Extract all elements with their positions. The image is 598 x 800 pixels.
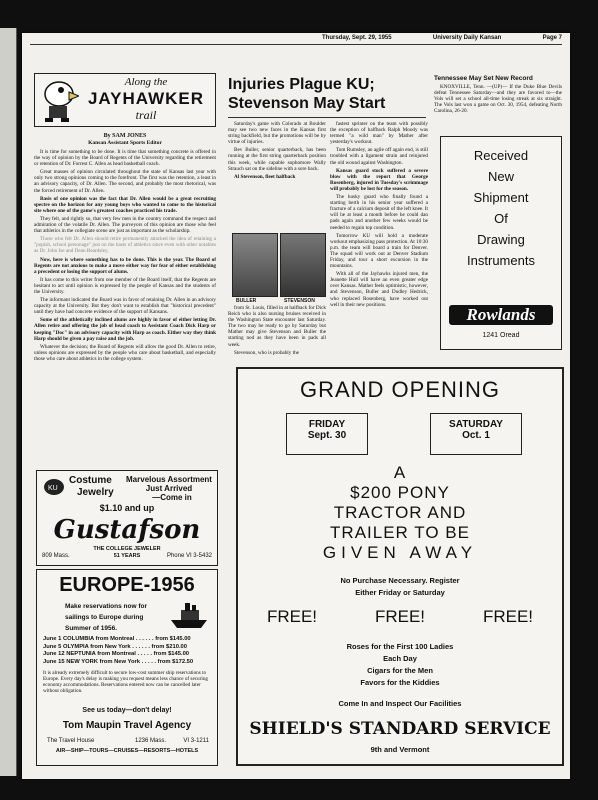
free-row: [238, 607, 562, 627]
saturday-label: SATURDAY: [449, 419, 503, 430]
friday-label: FRIDAY: [308, 419, 346, 430]
column-paragraph: Whatever the decision; the Board of Regents will allow the good Dr. Allen to retire, unless opinions are expressed by the people who care about basketball, and especially those who care about athletics in the college system.: [34, 343, 216, 362]
free-label: FREE!: [266, 607, 318, 626]
rowlands-text: [441, 145, 561, 271]
rowlands-line: Shipment: [473, 190, 529, 205]
story-paragraph: from St. Louis, filled in at halfback for Dick Reich who is also nursing bruises received in the Washington State encounter last Saturday. The two may be ready to go by Saturday but Mather may give Stevenson and Buller the starting nod as they have been in pads all week.: [228, 305, 326, 348]
story-headline: Injuries Plague KU; Stevenson May Start: [228, 76, 386, 112]
rowlands-line: Received: [473, 148, 529, 163]
facing-page-edge: [0, 28, 17, 776]
masthead: [322, 35, 562, 41]
europe-intro3: Summer of 1956.: [65, 625, 118, 632]
gus-comein: —Come in: [152, 493, 192, 502]
column-body: [34, 149, 216, 469]
gus-tag1: THE COLLEGE JEWELER: [93, 546, 161, 552]
story-col1: [228, 121, 326, 231]
europe-cta: See us today—don't delay!: [82, 707, 172, 714]
freebie-line: Each Day: [383, 654, 417, 663]
gus-jewelry: Jewelry: [77, 487, 114, 498]
buller-photo: [232, 233, 278, 297]
friday-date: Sept. 30: [307, 430, 347, 441]
free-label: FREE!: [482, 607, 534, 626]
sailing-row: June 5 OLYMPIA from New York . . . . . . from $210.00: [43, 643, 188, 650]
store-name: SHIELD'S STANDARD SERVICE: [249, 719, 551, 739]
europe-note: It is already extremely difficult to secure low-cost summer ship reservations to Europe. Every day's delay is making you request means less chance of securing economy accommodations. Reservations entered now can be cancelled later without obligation.: [43, 670, 209, 694]
logo-trail: trail: [135, 108, 157, 122]
prize-line: GIVEN AWAY: [322, 543, 478, 562]
europe-intro2: sailings to Europe during: [65, 614, 144, 621]
rowlands-ad: [440, 136, 562, 350]
no-purchase: [238, 575, 562, 599]
rowlands-logo: Rowlands: [449, 305, 553, 325]
caption-stevenson: STEVENSON: [284, 298, 315, 304]
story-paragraph: Tom Rumsley, an agile off again end, is still troubled with a ligament strain and reinjured the old wound against Washington.: [330, 147, 428, 166]
free-label: FREE!: [374, 607, 426, 626]
no-purchase-line: Either Friday or Saturday: [355, 588, 445, 597]
friday-box: [286, 413, 368, 455]
saturday-box: [430, 413, 522, 455]
story-paragraph: Al Stevenson, fleet halfback: [234, 173, 296, 180]
europe-ad: [36, 569, 218, 766]
column-paragraph: Basis of one opinion was the fact that Dr. Allen would be a great recruiting spectre on the horizon for any young boys who wanted to come to the historical site where one of the game's greatest coaches practiced his trade.: [34, 195, 216, 214]
gus-addr: 809 Mass.: [42, 553, 70, 559]
column-role: Kansan Assistant Sports Editor: [88, 140, 162, 146]
no-purchase-line: No Purchase Necessary. Register: [340, 576, 460, 585]
freebies: [238, 641, 562, 689]
europe-house: The Travel House: [47, 738, 95, 744]
gus-tag2: 51 YEARS: [113, 553, 141, 559]
column-paragraph: They felt, and rightly so, that very few men in the country command the respect and admiration of the volatile Dr. Allen. The purveyors of this opinion are those who feel that athletics in the collegiate scene are just as important as the scholarship.: [34, 215, 216, 235]
newspaper-page: [22, 33, 570, 779]
logo-jayhawker: JAYHAWKER: [87, 89, 205, 108]
masthead-date: Thursday, Sept. 29, 1955: [322, 35, 392, 41]
ship-icon: [169, 600, 209, 630]
column-paragraph: The informant indicated the Board was in favor of retaining Dr. Allen in an advisory capacity at the University. But they don't want to establish that "historical precedent" until they have had concrete evidence of the support of Kansans.: [34, 297, 216, 316]
story-paragraph: Kansas guard stock suffered a severe blow with the report that George Rosenberg, injured in Tuesday's scrimmage will probably be lost for the season.: [330, 167, 428, 192]
freebie-line: Favors for the Kiddies: [360, 678, 440, 687]
grand-opening-ad: [236, 367, 564, 766]
prize-line: TRAILER TO BE: [330, 523, 470, 542]
svg-text:KU: KU: [48, 485, 58, 492]
rowlands-line: New: [487, 169, 514, 184]
story-paragraph: Saturday's game with Colorado at Boulder may see two new faces in the Kansas first string backfield, but the promotions will be by virtue of injuries.: [228, 121, 326, 146]
europe-title: EUROPE-1956: [59, 574, 195, 596]
gus-price: $1.10 and up: [99, 503, 155, 513]
column-paragraph: It is time for something to be done. It is time that something concrete is offered in the way of opinion by the Board of Regents of the University regarding the retirement or retention of Dr. Forrest C. Allen as head basketball coach.: [34, 149, 216, 168]
rowlands-line: Drawing: [477, 232, 525, 247]
masthead-page: Page 7: [542, 35, 562, 41]
caption-buller: BULLER: [236, 298, 257, 304]
sailing-row: June 1 COLUMBIA from Montreal . . . . . . from $145.00: [43, 636, 191, 642]
gus-assortment: Marvelous Assortment Just Arrived: [126, 475, 212, 493]
europe-addr: 1236 Mass.: [135, 738, 167, 744]
rowlands-address: 1241 Oread: [482, 332, 520, 339]
gus-brand: Gustafson: [53, 515, 201, 545]
prize-line: $200 PONY: [350, 483, 450, 502]
europe-intro1: Make reservations now for: [65, 603, 147, 610]
column-byline: By SAM JONES: [103, 133, 147, 139]
store-address: 9th and Vermont: [370, 745, 430, 754]
story-paragraph: Tomorrow KU will hold a moderate workout emphasizing pass protection. At 10:30 p.m. the team will board a train for Denver. The squad will work out at Denver Stadium Friday, and tour a short excursion in the mountains.: [330, 232, 428, 270]
story-paragraph: fastest sprinter on the team with possibly the exception of halfback Ralph Moody was termed "a wild man" by Mather after yesterday's workout.: [330, 121, 428, 146]
rowlands-line: Of: [494, 211, 508, 226]
story-paragraph: Bev Buller, senior quarterback, has been running at the first string quarterback position this week, while capable sophomore Wally Strauch sat on the sideline with a sore back.: [228, 147, 326, 172]
sailing-row: June 12 NEPTUNIA from Montreal . . . . . from $145.00: [43, 651, 190, 657]
brief-headline: Tennessee May Set New Record: [434, 75, 533, 82]
rowlands-line: Instruments: [467, 253, 535, 268]
prize-line: TRACTOR AND: [333, 503, 467, 522]
jayhawk-small-icon: [42, 477, 66, 497]
europe-services: AIR—SHIP—TOURS—CRUISES—RESORTS—HOTELS: [55, 748, 199, 754]
europe-phone: VI 3-1211: [183, 738, 209, 744]
jayhawk-mascot-icon: [39, 76, 79, 124]
story-paragraph: The husky guard who finally found a starting berth in his senior year suffered a fracture of a calcium deposit of the left knee. It will be at least a month before he could dan pads again and another few weeks would be needed to regain top condition.: [330, 194, 428, 231]
europe-sailings: [43, 636, 211, 666]
column-logo: [34, 73, 216, 127]
sailing-row: June 15 NEW YORK from New York . . . . . from $172.50: [43, 658, 194, 665]
gus-costume: Costume: [69, 475, 112, 486]
gustafson-ad: [36, 470, 218, 566]
masthead-paper: University Daily Kansan: [432, 35, 502, 41]
brief-text: KNOXVILLE, Tenn. —(UP)— If the Duke Blue Devils defeat Tennessee Saturday—and they are favored to—the Vols will set a school all-time losing streak at six straight. The Vols last won a game on Oct. 30, 1954, defeating North Carolina, 26-20.: [434, 84, 562, 115]
column-paragraph: Now, here is where something has to be done. This is the year. The Board of Regents are not anxious to make a move either way for fear of either establishing a precedent or losing the support of alums.: [34, 256, 216, 275]
story-col2: [330, 121, 428, 361]
stevenson-photo: [280, 233, 326, 297]
europe-agency: Tom Maupin Travel Agency: [62, 720, 192, 731]
column-paragraph: It has come to this writer from one member of the Board itself, that the Regents are hesitant to act until opinion is expressed by the people of Kansas and the students of the University.: [34, 276, 216, 295]
story-paragraph: With all of the Jayhawks injured men, the Jeanette Hull will have an even greater edge over Kansas. Mather feels optimistic, however, and Stevenson, Buller and Dudley Hedrick, who replaced Rosenberg, have worked out well in their new positions.: [330, 271, 428, 308]
column-paragraph: Great masses of opinion circulated throughout the state of Kansas last year with only two strong opinions coming to the forefront. The first was the retention, a least in an advisory capacity, of Dr. Allen. The second, and probably the most rhetorical, was the forced retirement of Dr. Allen.: [34, 169, 216, 194]
prize-text: [238, 463, 562, 563]
prize-line: A: [393, 463, 407, 482]
story-paragraph: Stevenson, who is probably the: [234, 349, 299, 356]
column-paragraph: Some of the athletically inclined alums are highly in favor of either letting Dr. Allen retire and offering the job of head coach to Assistant Coach Dick Harp or keeping "Doc" in an advisory capacity with Harp as coach. Either way they think Harp should be given a pay raise and the job.: [34, 317, 216, 342]
story-col1b: [228, 305, 326, 361]
brief-body: [434, 84, 562, 134]
freebie-line: Roses for the First 100 Ladies: [346, 642, 454, 651]
grand-title: GRAND OPENING: [299, 377, 501, 402]
logo-along: Along the: [124, 76, 168, 88]
come-in: Come In and Inspect Our Facilities: [338, 699, 462, 708]
freebie-line: Cigars for the Men: [367, 666, 433, 675]
gus-phone: Phone VI 3-5432: [166, 553, 212, 559]
saturday-date: Oct. 1: [462, 430, 490, 441]
column-paragraph: Those who felt Dr. Allen should retire permanently attacked the idea of retaining a "popish, school personage" just on the basis of athletics since even with other notables as Dr. John Ise and Dean Beardsley,: [34, 236, 216, 255]
